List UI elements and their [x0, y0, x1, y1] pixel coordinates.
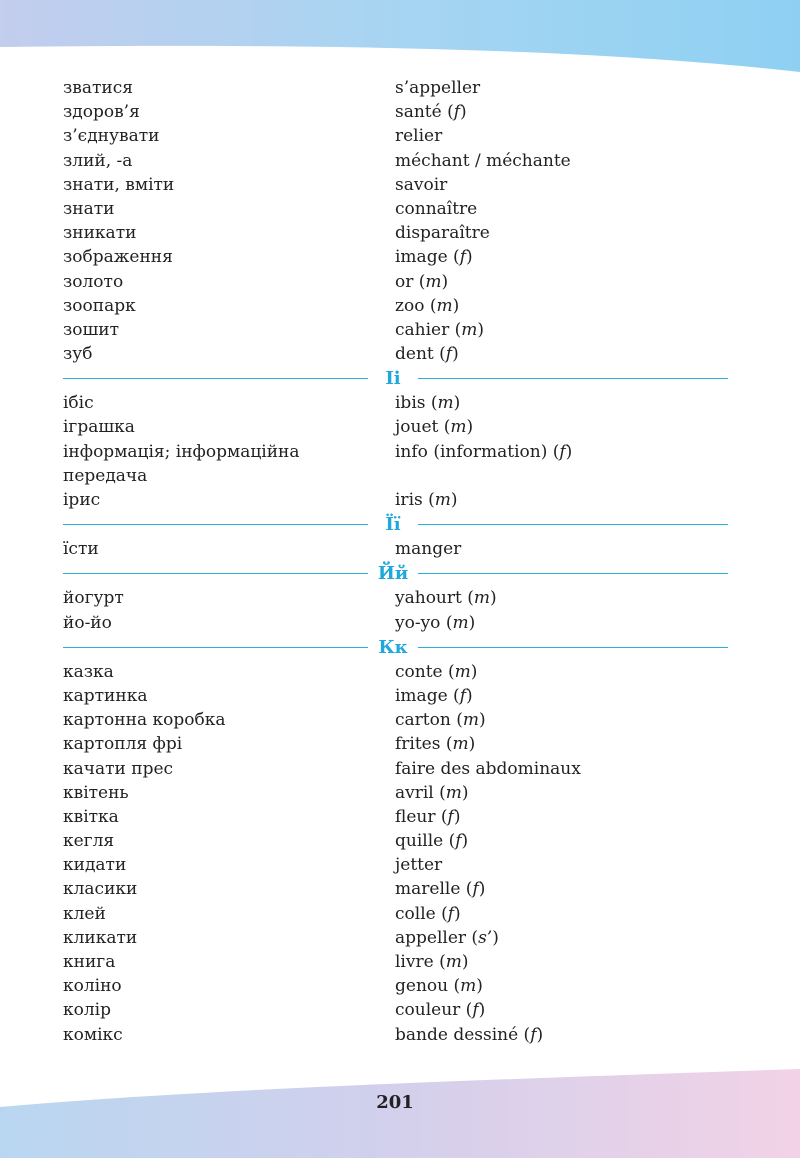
section-letter: Йй — [377, 563, 409, 585]
gender-marker: m — [461, 319, 478, 340]
french-translation: cahier (m) — [395, 319, 485, 340]
letter-separator — [63, 561, 728, 586]
french-translation: iris (m) — [395, 490, 458, 510]
french-translation: carton (m) — [395, 710, 486, 731]
dictionary-entry — [63, 440, 728, 464]
french-translation: couleur (f) — [395, 1000, 486, 1021]
ukrainian-word: зоопарк — [63, 295, 136, 316]
gender-marker: f — [453, 102, 461, 123]
french-translation — [395, 464, 728, 488]
french-translation — [395, 149, 728, 173]
dictionary-entry — [63, 950, 728, 974]
ukrainian-word: зображення — [63, 247, 173, 268]
ukrainian-word: здоров’я — [63, 102, 140, 123]
ukrainian-word: квітка — [63, 806, 119, 827]
gender-marker: f — [455, 831, 462, 852]
section-letter: Іі — [385, 368, 401, 390]
ukrainian-word: коліно — [63, 976, 122, 997]
gender-marker: s’ — [478, 927, 493, 948]
dictionary-entry — [63, 732, 728, 756]
french-word: image — [395, 685, 448, 706]
ukrainian-word: казка — [63, 661, 114, 682]
dictionary-entry — [63, 197, 728, 221]
french-translation — [395, 76, 728, 100]
dictionary-entry — [63, 708, 728, 732]
french-word: ibis — [395, 393, 426, 414]
french-word: relier — [395, 126, 443, 147]
ukrainian-word: класики — [63, 879, 138, 900]
french-word: cahier — [395, 319, 450, 340]
french-translation: genou (m) — [395, 976, 483, 997]
french-translation: ibis (m) — [395, 393, 461, 414]
dictionary-entry — [63, 318, 728, 342]
french-translation: zoo (m) — [395, 295, 460, 316]
dictionary-entry — [63, 902, 728, 926]
french-word: manger — [395, 539, 462, 560]
dictionary-entry — [63, 173, 728, 197]
ukrainian-word: книга — [63, 952, 116, 972]
french-word: info (information) — [395, 441, 548, 462]
gender-marker: f — [459, 247, 466, 268]
ukrainian-word: комікс — [63, 1024, 123, 1045]
french-translation — [395, 124, 728, 148]
french-translation — [395, 537, 728, 561]
french-translation: yo-yo (m) — [395, 612, 476, 633]
ukrainian-word: золото — [63, 271, 124, 292]
french-word: jetter — [395, 855, 443, 876]
french-word: yo-yo — [395, 612, 441, 633]
ukrainian-word: зуб — [63, 344, 93, 365]
french-word: disparaître — [395, 223, 490, 244]
dictionary-entry — [63, 1023, 728, 1047]
dictionary-entry — [63, 684, 728, 708]
french-word: or — [395, 271, 414, 292]
ukrainian-word: злий, -а — [63, 150, 133, 171]
gender-marker: m — [450, 417, 467, 438]
ukrainian-word: картонна коробка — [63, 710, 226, 731]
gender-marker: m — [452, 612, 469, 633]
section-letter: Кк — [378, 636, 408, 658]
ukrainian-word: інформація; інформаційна — [63, 441, 300, 462]
dictionary-entry — [63, 537, 728, 561]
french-word: colle — [395, 903, 436, 924]
dictionary-entry — [63, 805, 728, 829]
gender-marker: f — [559, 441, 566, 462]
french-translation: yahourt (m) — [395, 588, 497, 609]
french-word: avril — [395, 782, 434, 803]
french-word: frites — [395, 734, 441, 755]
dictionary-entry — [63, 998, 728, 1022]
ukrainian-word: йо-йо — [63, 612, 112, 633]
french-word: yahourt — [395, 588, 462, 609]
french-translation: conte (m) — [395, 661, 478, 682]
gender-marker: f — [459, 685, 466, 706]
gender-marker: m — [434, 490, 451, 510]
gender-marker: f — [447, 903, 455, 924]
ukrainian-word: кидати — [63, 855, 127, 876]
french-translation: colle (f) — [395, 903, 461, 924]
dictionary-entry — [63, 926, 728, 950]
french-translation: or (m) — [395, 271, 449, 292]
dictionary-entry — [63, 415, 728, 439]
letter-separator — [63, 512, 728, 537]
dictionary-entry — [63, 149, 728, 173]
ukrainian-word: знати — [63, 198, 115, 219]
french-translation: santé (f) — [395, 102, 467, 123]
dictionary-entry — [63, 853, 728, 877]
french-word: appeller — [395, 927, 467, 948]
dictionary-entry — [63, 270, 728, 294]
ukrainian-word: квітень — [63, 782, 129, 803]
gender-marker: m — [473, 588, 491, 609]
french-word: jouet — [395, 417, 439, 438]
gender-marker: f — [530, 1024, 537, 1045]
french-word: iris — [395, 490, 423, 510]
letter-separator — [63, 635, 728, 660]
french-word: couleur — [395, 1000, 461, 1021]
dictionary-entry — [63, 342, 728, 366]
french-translation: image (f) — [395, 247, 473, 268]
french-word: s’appeller — [395, 78, 481, 98]
gender-marker: m — [445, 952, 462, 972]
french-word: livre — [395, 952, 434, 972]
dictionary-entry — [63, 757, 728, 781]
french-translation: dent (f) — [395, 344, 459, 365]
french-translation: avril (m) — [395, 782, 469, 803]
french-word: faire des abdominaux — [395, 758, 581, 779]
gender-marker: f — [472, 879, 479, 900]
french-translation: bande dessiné (f) — [395, 1024, 544, 1045]
french-word: fleur — [395, 806, 436, 827]
french-word: zoo — [395, 295, 425, 316]
french-translation: quille (f) — [395, 831, 469, 852]
ukrainian-word: кегля — [63, 831, 115, 852]
section-letter: Її — [385, 514, 401, 536]
french-translation: fleur (f) — [395, 806, 461, 827]
french-translation: image (f) — [395, 685, 473, 706]
french-word: genou — [395, 976, 449, 997]
french-translation: frites (m) — [395, 734, 476, 755]
gender-marker: m — [437, 393, 454, 414]
french-word: image — [395, 247, 448, 268]
gender-marker: f — [447, 806, 454, 827]
gender-marker: m — [436, 295, 453, 316]
french-word: carton — [395, 710, 451, 731]
gender-marker: m — [454, 661, 471, 682]
french-word: savoir — [395, 174, 448, 195]
dictionary-entry — [63, 391, 728, 415]
ukrainian-word: ірис — [63, 490, 101, 510]
ukrainian-word: кликати — [63, 927, 138, 948]
french-translation: marelle (f) — [395, 879, 486, 900]
french-word: marelle — [395, 879, 461, 900]
french-word: conte — [395, 661, 443, 682]
dictionary-entry — [63, 464, 728, 488]
dictionary-entry — [63, 245, 728, 269]
dictionary-entry — [63, 76, 728, 100]
ukrainian-word: передача — [63, 465, 148, 486]
french-word: connaître — [395, 198, 478, 219]
gender-marker: m — [462, 710, 479, 731]
french-translation — [395, 197, 728, 221]
french-word: quille — [395, 831, 444, 852]
ukrainian-word: картопля фрі — [63, 734, 183, 755]
dictionary-entry — [63, 100, 728, 124]
french-translation — [395, 757, 728, 781]
ukrainian-word: з’єднувати — [63, 126, 160, 147]
ukrainian-word: зошит — [63, 319, 120, 340]
page-number: 201 — [376, 1092, 414, 1113]
dictionary-entry — [63, 488, 728, 512]
gender-marker: f — [472, 1000, 479, 1021]
ukrainian-word: зникати — [63, 223, 137, 244]
gender-marker: f — [445, 344, 453, 365]
french-word: dent — [395, 344, 434, 365]
dictionary-entry — [63, 586, 728, 610]
dictionary-entry — [63, 221, 728, 245]
dictionary-entry — [63, 877, 728, 901]
dictionary-entry — [63, 781, 728, 805]
gender-marker: m — [452, 734, 469, 755]
french-translation: jouet (m) — [395, 417, 474, 438]
french-translation: appeller (s’) — [395, 927, 499, 948]
dictionary-entry — [63, 829, 728, 853]
ukrainian-word: ібіс — [63, 393, 94, 414]
french-translation — [395, 173, 728, 197]
ukrainian-word: їсти — [63, 539, 99, 560]
french-translation: info (information) (f) — [395, 441, 573, 462]
dictionary-entry — [63, 660, 728, 684]
ukrainian-word: іграшка — [63, 417, 135, 438]
french-word: bande dessiné — [395, 1024, 519, 1045]
letter-separator — [63, 366, 728, 391]
dictionary-content — [63, 76, 728, 1047]
ukrainian-word: качати прес — [63, 758, 174, 779]
french-translation — [395, 221, 728, 245]
gender-marker: m — [460, 976, 477, 997]
gender-marker: m — [445, 782, 462, 803]
ukrainian-word: клей — [63, 903, 106, 924]
ukrainian-word: йогурт — [63, 588, 124, 609]
french-translation — [395, 853, 728, 877]
french-word: santé — [395, 102, 442, 123]
ukrainian-word: картинка — [63, 685, 148, 706]
top-decorative-band — [0, 0, 800, 80]
french-translation: livre (m) — [395, 952, 469, 972]
french-word: méchant / méchante — [395, 150, 571, 171]
ukrainian-word: колір — [63, 1000, 111, 1021]
dictionary-entry — [63, 294, 728, 318]
gender-marker: m — [425, 271, 442, 292]
dictionary-entry — [63, 124, 728, 148]
ukrainian-word: зватися — [63, 78, 133, 98]
dictionary-entry — [63, 611, 728, 635]
ukrainian-word: знати, вміти — [63, 174, 175, 195]
dictionary-entry — [63, 974, 728, 998]
